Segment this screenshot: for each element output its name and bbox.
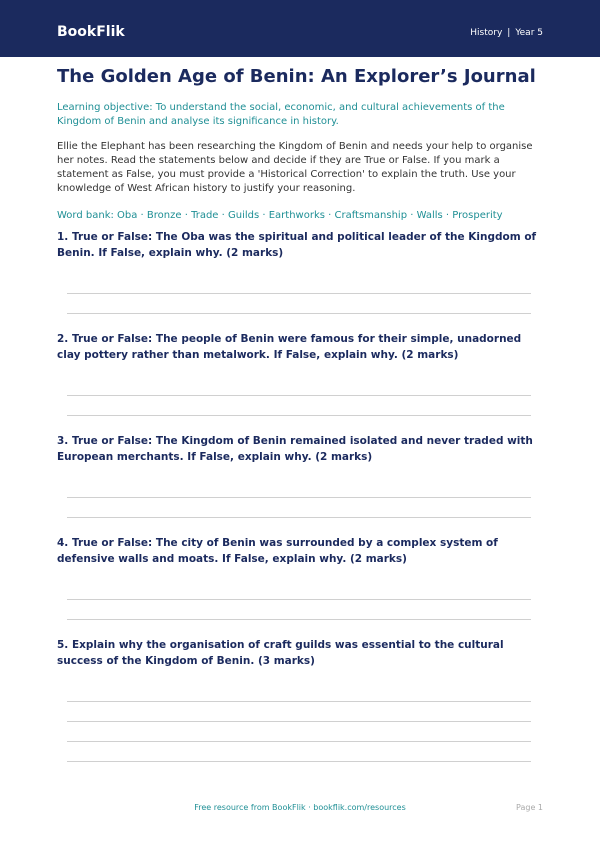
- instructions: Ellie the Elephant has been researching the Kingdom of Benin and needs your help to organise her notes. Read the statements below and decide if they are True or False. If you mark a statement as False, you must provide a 'Historical Correction' to explain the truth. Use your knowledge of West African history to justify your reasoning.: [57, 141, 533, 194]
- brand-logo[interactable]: BookFlik: [57, 24, 125, 40]
- breadcrumb: [470, 26, 543, 40]
- answer-line[interactable]: [67, 293, 531, 294]
- answer-line[interactable]: [67, 741, 531, 742]
- question-3: 3. True or False: The Kingdom of Benin remained isolated and never traded with European merchants. If False, explain why. (2 marks): [57, 435, 533, 463]
- page-number: Page 1: [516, 803, 543, 812]
- worksheet-intro: [57, 64, 543, 223]
- answer-line[interactable]: [67, 721, 531, 722]
- learning-objective: Learning objective: To understand the social, economic, and cultural achievements of the Kingdom of Benin and analyse its significance in history.: [57, 102, 505, 127]
- answer-line[interactable]: [67, 415, 531, 416]
- question-1: 1. True or False: The Oba was the spiritual and political leader of the Kingdom of Benin. If False, explain why. (2 marks): [57, 231, 537, 259]
- answer-line[interactable]: [67, 313, 531, 314]
- question-2: 2. True or False: The people of Benin were famous for their simple, unadorned clay pottery rather than metalwork. If False, explain why. (2 marks): [57, 333, 522, 361]
- breadcrumb-separator: |: [507, 28, 511, 38]
- answer-line[interactable]: [67, 599, 531, 600]
- answer-line[interactable]: [67, 517, 531, 518]
- word-bank: Word bank: Oba · Bronze · Trade · Guilds · Earthworks · Craftsmanship · Walls · Prosperity: [57, 210, 503, 221]
- question-4: 4. True or False: The city of Benin was surrounded by a complex system of defensive walls and moats. If False, explain why. (2 marks): [57, 537, 498, 565]
- page-title: The Golden Age of Benin: An Explorer’s Journal: [57, 66, 536, 87]
- breadcrumb-year: Year 5: [515, 28, 543, 38]
- answer-line[interactable]: [67, 497, 531, 498]
- breadcrumb-subject: History: [470, 28, 503, 38]
- answer-line[interactable]: [67, 395, 531, 396]
- page-header: [0, 0, 600, 57]
- footer-link[interactable]: Free resource from BookFlik · bookflik.com/resources: [194, 803, 406, 812]
- question-5: 5. Explain why the organisation of craft guilds was essential to the cultural success of the Kingdom of Benin. (3 marks): [57, 639, 504, 667]
- answer-line[interactable]: [67, 619, 531, 620]
- answer-line[interactable]: [67, 761, 531, 762]
- answer-line[interactable]: [67, 701, 531, 702]
